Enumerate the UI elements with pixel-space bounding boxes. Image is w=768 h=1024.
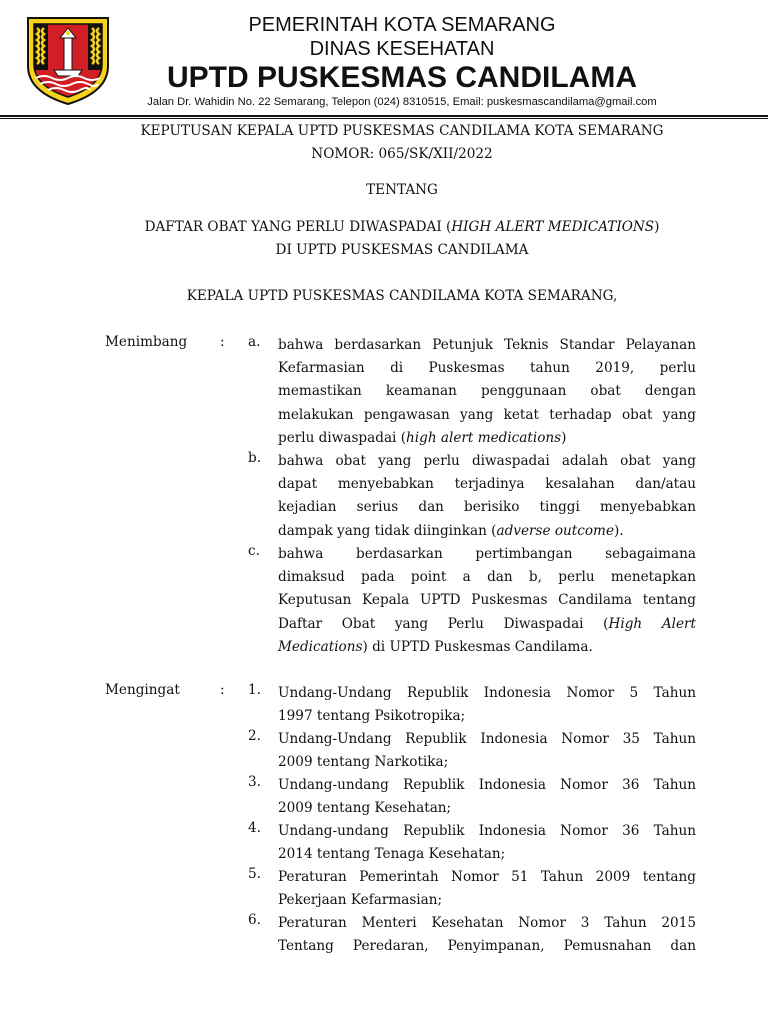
text-line: Peraturan Menteri Kesehatan Nomor 3 Tahun 2015 — [278, 915, 696, 931]
text-line: Undang-Undang Republik Indonesia Nomor 5 Tahun — [278, 685, 696, 701]
text-line: dampak yang tidak diinginkan (adverse outcome). — [278, 522, 624, 539]
item-marker: 3. — [248, 774, 261, 790]
mengingat-colon: : — [220, 682, 225, 698]
decree-subject: DAFTAR OBAT YANG PERLU DIWASPADAI (HIGH ALERT MEDICATIONS) — [144, 219, 660, 235]
department-name: DINAS KESEHATAN — [309, 38, 495, 60]
text-line: Undang-Undang Republik Indonesia Nomor 35 Tahun — [278, 731, 696, 747]
item-marker: a. — [248, 334, 261, 350]
header-divider — [0, 115, 768, 117]
text-line: perlu diwaspadai (high alert medications) — [278, 429, 567, 446]
item-marker: b. — [248, 450, 262, 466]
text-line: Pekerjaan Kefarmasian; — [278, 892, 443, 909]
item-marker: 1. — [248, 682, 261, 698]
decree-number: NOMOR: 065/SK/XII/2022 — [311, 146, 493, 162]
header-divider-thin — [0, 118, 768, 119]
text-line: Peraturan Pemerintah Nomor 51 Tahun 2009 tentang — [278, 869, 696, 885]
text-line: bahwa obat yang perlu diwaspadai adalah obat yang — [278, 453, 696, 469]
text-line: dimaksud pada point a dan b, perlu menetapkan — [278, 569, 696, 586]
decree-subject-line2: DI UPTD PUSKESMAS CANDILAMA — [275, 242, 529, 258]
text-line: memastikan keamanan penggunaan obat dengan — [278, 383, 696, 400]
menimbang-colon: : — [220, 334, 225, 350]
text-line: 2009 tentang Kesehatan; — [278, 800, 452, 817]
address-line: Jalan Dr. Wahidin No. 22 Semarang, Telepon (024) 8310515, Email: puskesmascandilama@gmail.com — [147, 96, 657, 108]
text-line: bahwa berdasarkan pertimbangan sebagaimana — [278, 546, 696, 562]
item-marker: 6. — [248, 912, 261, 928]
text-line: Kefarmasian di Puskesmas tahun 2019, perlu — [278, 360, 696, 377]
text-line: Undang-undang Republik Indonesia Nomor 36 Tahun — [278, 777, 696, 793]
item-marker: 5. — [248, 866, 261, 882]
text-line: Tentang Peredaran, Penyimpanan, Pemusnahan dan — [278, 938, 696, 955]
text-line: bahwa berdasarkan Petunjuk Teknis Standar Pelayanan — [278, 337, 696, 353]
letterhead — [0, 0, 768, 120]
text-line: Keputusan Kepala UPTD Puskesmas Candilama tentang — [278, 592, 696, 609]
mengingat-label: Mengingat — [105, 682, 180, 698]
decree-about: TENTANG — [366, 182, 438, 198]
text-line: Undang-undang Republik Indonesia Nomor 36 Tahun — [278, 823, 696, 839]
decree-title: KEPUTUSAN KEPALA UPTD PUSKESMAS CANDILAMA KOTA SEMARANG — [140, 123, 664, 139]
text-line: 2014 tentang Tenaga Kesehatan; — [278, 846, 506, 863]
text-line: dapat menyebabkan terjadinya kesalahan dan/atau — [278, 476, 696, 493]
text-line: melakukan pengawasan yang ketat terhadap obat yang — [278, 406, 696, 423]
text-line: Medications) di UPTD Puskesmas Candilama. — [278, 638, 593, 655]
unit-name: UPTD PUSKESMAS CANDILAMA — [166, 61, 637, 94]
item-marker: 2. — [248, 728, 261, 744]
text-line: 1997 tentang Psikotropika; — [278, 708, 466, 725]
text-line: Daftar Obat yang Perlu Diwaspadai (High Alert — [278, 615, 696, 632]
text-line: kejadian serius dan berisiko tinggi menyebabkan — [278, 499, 696, 516]
decree-issuer: KEPALA UPTD PUSKESMAS CANDILAMA KOTA SEMARANG, — [186, 288, 618, 304]
menimbang-label: Menimbang — [105, 334, 188, 350]
government-name: PEMERINTAH KOTA SEMARANG — [248, 14, 556, 36]
item-marker: 4. — [248, 820, 261, 836]
text-line: 2009 tentang Narkotika; — [278, 754, 449, 771]
item-marker: c. — [248, 543, 260, 559]
